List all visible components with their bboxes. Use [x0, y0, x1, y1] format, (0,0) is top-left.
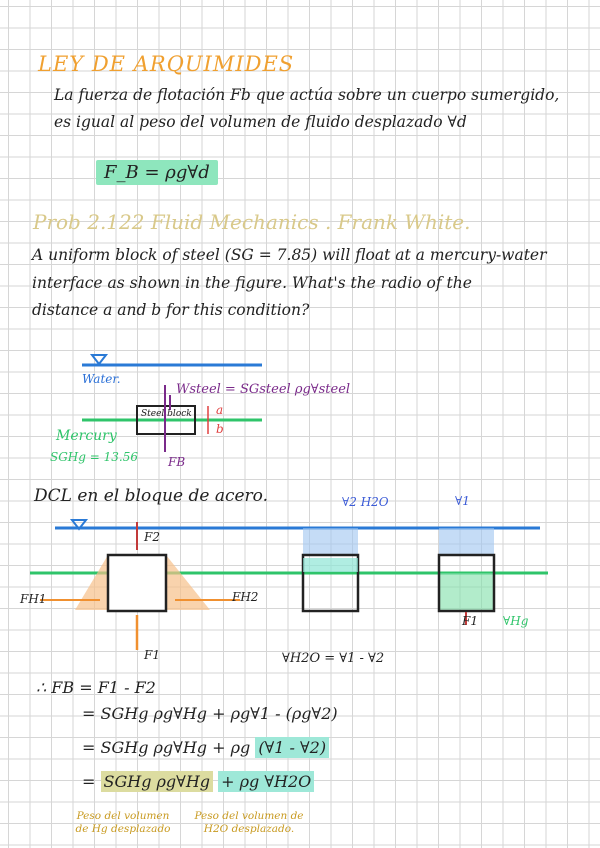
hg-volume-right: [439, 573, 494, 611]
derivation-line-3: [82, 738, 329, 757]
problem-line-3: distance a and b for this condition?: [32, 301, 310, 319]
problem-line-1: A uniform block of steel (SG = 7.85) will float at a mercury-water: [32, 246, 547, 264]
problem-line-2: interface as shown in the figure. What's the radio of the: [32, 274, 472, 292]
intro-line-1: La fuerza de flotación Fb que actúa sobre un cuerpo sumergido,: [54, 86, 560, 104]
weight-label: Wsteel = SGsteel ρg∀steel: [176, 382, 351, 397]
f1-right-label: F1: [462, 614, 478, 628]
derivation-line-4: [82, 772, 314, 791]
note-hg-weight: Peso del volumen de Hg desplazado: [75, 810, 171, 835]
fh2-label: FH2: [232, 590, 259, 604]
derivation-line-3-b: (∀1 - ∀2): [255, 737, 329, 758]
problem-header: Prob 2.122 Fluid Mechanics . Frank White.: [33, 210, 471, 234]
dim-b-label: b: [216, 422, 224, 436]
vh2o-equation: ∀H2O = ∀1 - ∀2: [282, 651, 385, 666]
f1-label: F1: [144, 648, 160, 662]
dim-a-label: a: [216, 403, 224, 417]
derivation-line-4-a: SGHg ρg∀Hg: [101, 771, 214, 792]
derivation-line-4-eq: =: [82, 772, 96, 791]
vhg-label: ∀Hg: [503, 614, 529, 628]
water-label: Water.: [82, 372, 121, 386]
derivation-line-2: = SGHg ρg∀Hg + ρg∀1 - (ρg∀2): [82, 704, 338, 723]
fh1-label: FH1: [20, 592, 47, 606]
page-title: LEY DE ARQUIMIDES: [38, 52, 295, 76]
derivation-line-3-a: = SGHg ρg∀Hg + ρg: [82, 738, 251, 757]
steel-block-label: Steel block: [141, 409, 192, 419]
dcl-block-left: [108, 555, 166, 611]
main-formula: F_B = ρg∀d: [96, 160, 218, 185]
v1-label: ∀1: [455, 494, 470, 508]
derivation-line-1: ∴ FB = F1 - F2: [36, 678, 156, 697]
fb-label: FB: [168, 455, 186, 469]
pressure-left: [75, 555, 108, 610]
dcl-diagram: [0, 500, 600, 670]
hg-band-middle: [303, 558, 358, 572]
intro-line-2: es igual al peso del volumen de fluido desplazado ∀d: [54, 113, 467, 131]
water-surface-symbol: [92, 355, 106, 364]
note-h2o-weight: Peso del volumen de H2O desplazado.: [194, 810, 304, 835]
dcl-heading: DCL en el bloque de acero.: [34, 486, 269, 506]
h2o-volume-right: [439, 528, 494, 555]
sg-hg-label: SGHg = 13.56: [50, 450, 138, 464]
h2o-volume-middle: [303, 528, 358, 555]
f2-label: F2: [144, 530, 160, 544]
mercury-label: Mercury: [56, 428, 117, 444]
v2-label: ∀2 H2O: [342, 495, 389, 509]
pressure-right: [166, 555, 210, 610]
derivation-line-4-b: + ρg ∀H2O: [218, 771, 314, 792]
